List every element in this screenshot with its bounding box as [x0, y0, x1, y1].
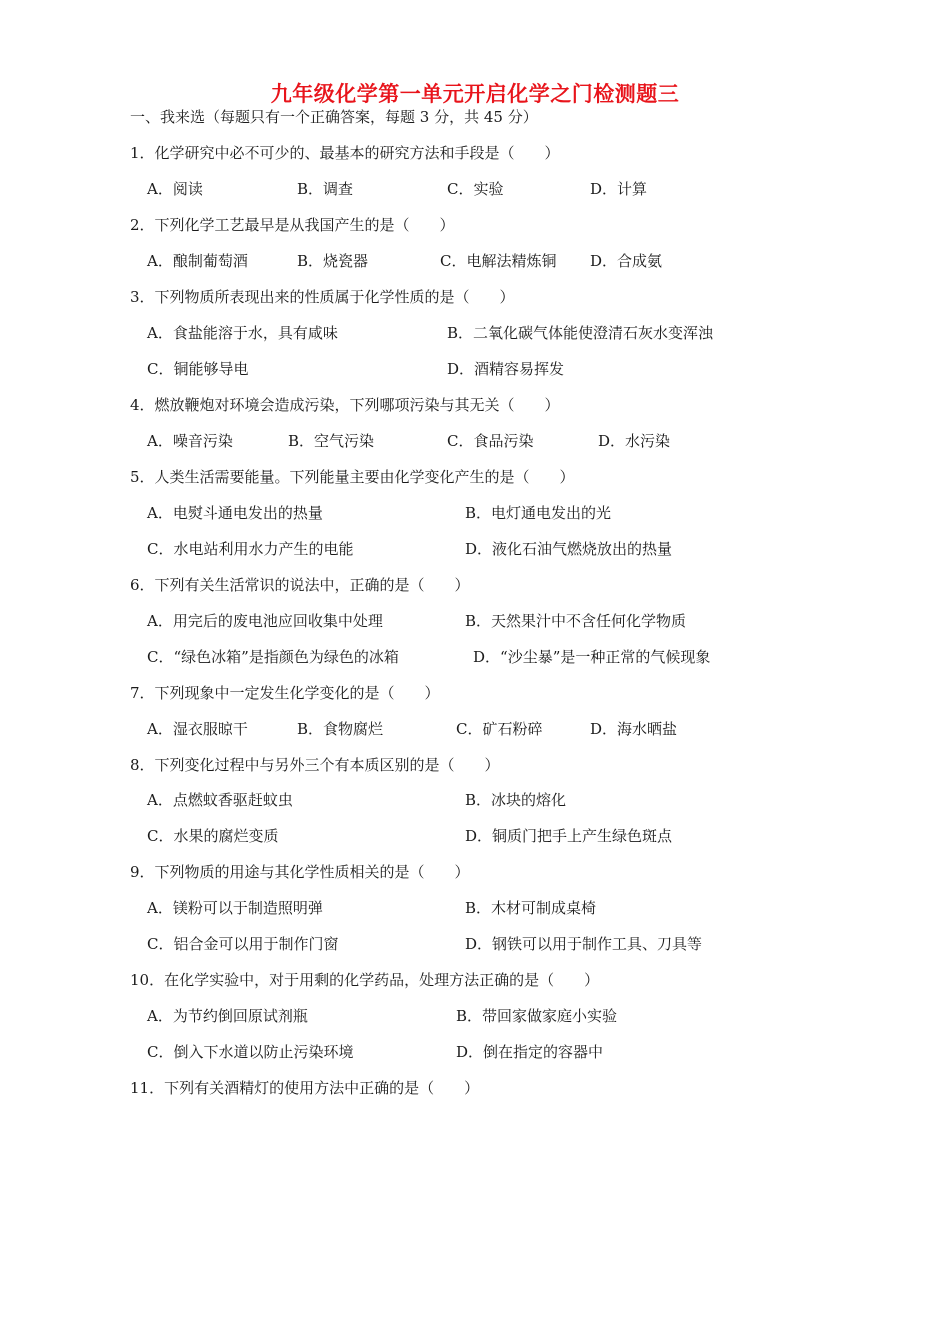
option-a: A．湿衣服晾干: [147, 720, 248, 738]
option-a: A．为节约倒回原试剂瓶: [147, 1007, 308, 1025]
option-b: B．天然果汁中不含任何化学物质: [465, 612, 687, 630]
option-b: B．带回家做家庭小实验: [456, 1007, 618, 1025]
question-stem: 9．下列物质的用途与其化学性质相关的是（ ）: [130, 863, 470, 881]
option-d: D．铜质门把手上产生绿色斑点: [465, 827, 673, 845]
option-b: B．木材可制成桌椅: [465, 899, 597, 917]
option-d: D．水污染: [598, 432, 671, 450]
option-d: D．计算: [590, 180, 648, 198]
option-d: D．合成氨: [590, 252, 663, 270]
option-c: C．铝合金可以用于制作门窗: [147, 935, 339, 953]
option-c: C．食品污染: [447, 432, 534, 450]
option-b: B．烧瓷器: [297, 252, 369, 270]
option-d: D．钢铁可以用于制作工具、刀具等: [465, 935, 703, 953]
option-b: B．空气污染: [288, 432, 375, 450]
option-a: A．酿制葡萄酒: [147, 252, 248, 270]
question-stem: 1．化学研究中必不可少的、最基本的研究方法和手段是（ ）: [130, 144, 560, 162]
option-c: C．实验: [447, 180, 504, 198]
option-d: D．液化石油气燃烧放出的热量: [465, 540, 673, 558]
option-c: C．水电站利用水力产生的电能: [147, 540, 354, 558]
option-c: C．铜能够导电: [147, 360, 249, 378]
option-a: A．用完后的废电池应回收集中处理: [147, 612, 383, 630]
question-stem: 4．燃放鞭炮对环境会造成污染，下列哪项污染与其无关（ ）: [130, 396, 560, 414]
option-b: B．二氧化碳气体能使澄清石灰水变浑浊: [447, 324, 714, 342]
question-stem: 5．人类生活需要能量。下列能量主要由化学变化产生的是（ ）: [130, 468, 575, 486]
question-stem: 11．下列有关酒精灯的使用方法中正确的是（ ）: [130, 1079, 480, 1097]
option-c: C．水果的腐烂变质: [147, 827, 279, 845]
option-d: D．“沙尘暴”是一种正常的气候现象: [473, 648, 711, 666]
option-b: B．冰块的熔化: [465, 791, 567, 809]
option-b: B．调查: [297, 180, 354, 198]
question-stem: 10．在化学实验中，对于用剩的化学药品，处理方法正确的是（ ）: [130, 971, 600, 989]
option-c: C．电解法精炼铜: [440, 252, 557, 270]
option-c: C．矿石粉碎: [456, 720, 543, 738]
section-heading: 一、我来选（每题只有一个正确答案，每题 3 分，共 45 分）: [130, 108, 538, 126]
option-a: A．食盐能溶于水，具有咸味: [147, 324, 338, 342]
option-c: C．“绿色冰箱”是指颜色为绿色的冰箱: [147, 648, 399, 666]
question-stem: 2．下列化学工艺最早是从我国产生的是（ ）: [130, 216, 455, 234]
option-c: C．倒入下水道以防止污染环境: [147, 1043, 354, 1061]
option-d: D．海水晒盐: [590, 720, 678, 738]
option-a: A．噪音污染: [147, 432, 233, 450]
question-stem: 7．下列现象中一定发生化学变化的是（ ）: [130, 684, 440, 702]
option-d: D．酒精容易挥发: [447, 360, 565, 378]
option-a: A．电熨斗通电发出的热量: [147, 504, 323, 522]
question-stem: 8．下列变化过程中与另外三个有本质区别的是（ ）: [130, 756, 500, 774]
option-b: B．电灯通电发出的光: [465, 504, 612, 522]
option-a: A．点燃蚊香驱赶蚊虫: [147, 791, 293, 809]
option-b: B．食物腐烂: [297, 720, 384, 738]
question-stem: 3．下列物质所表现出来的性质属于化学性质的是（ ）: [130, 288, 515, 306]
option-d: D．倒在指定的容器中: [456, 1043, 604, 1061]
option-a: A．镁粉可以于制造照明弹: [147, 899, 323, 917]
page-title: 九年级化学第一单元开启化学之门检测题三: [270, 82, 680, 106]
question-stem: 6．下列有关生活常识的说法中，正确的是（ ）: [130, 576, 470, 594]
option-a: A．阅读: [147, 180, 203, 198]
